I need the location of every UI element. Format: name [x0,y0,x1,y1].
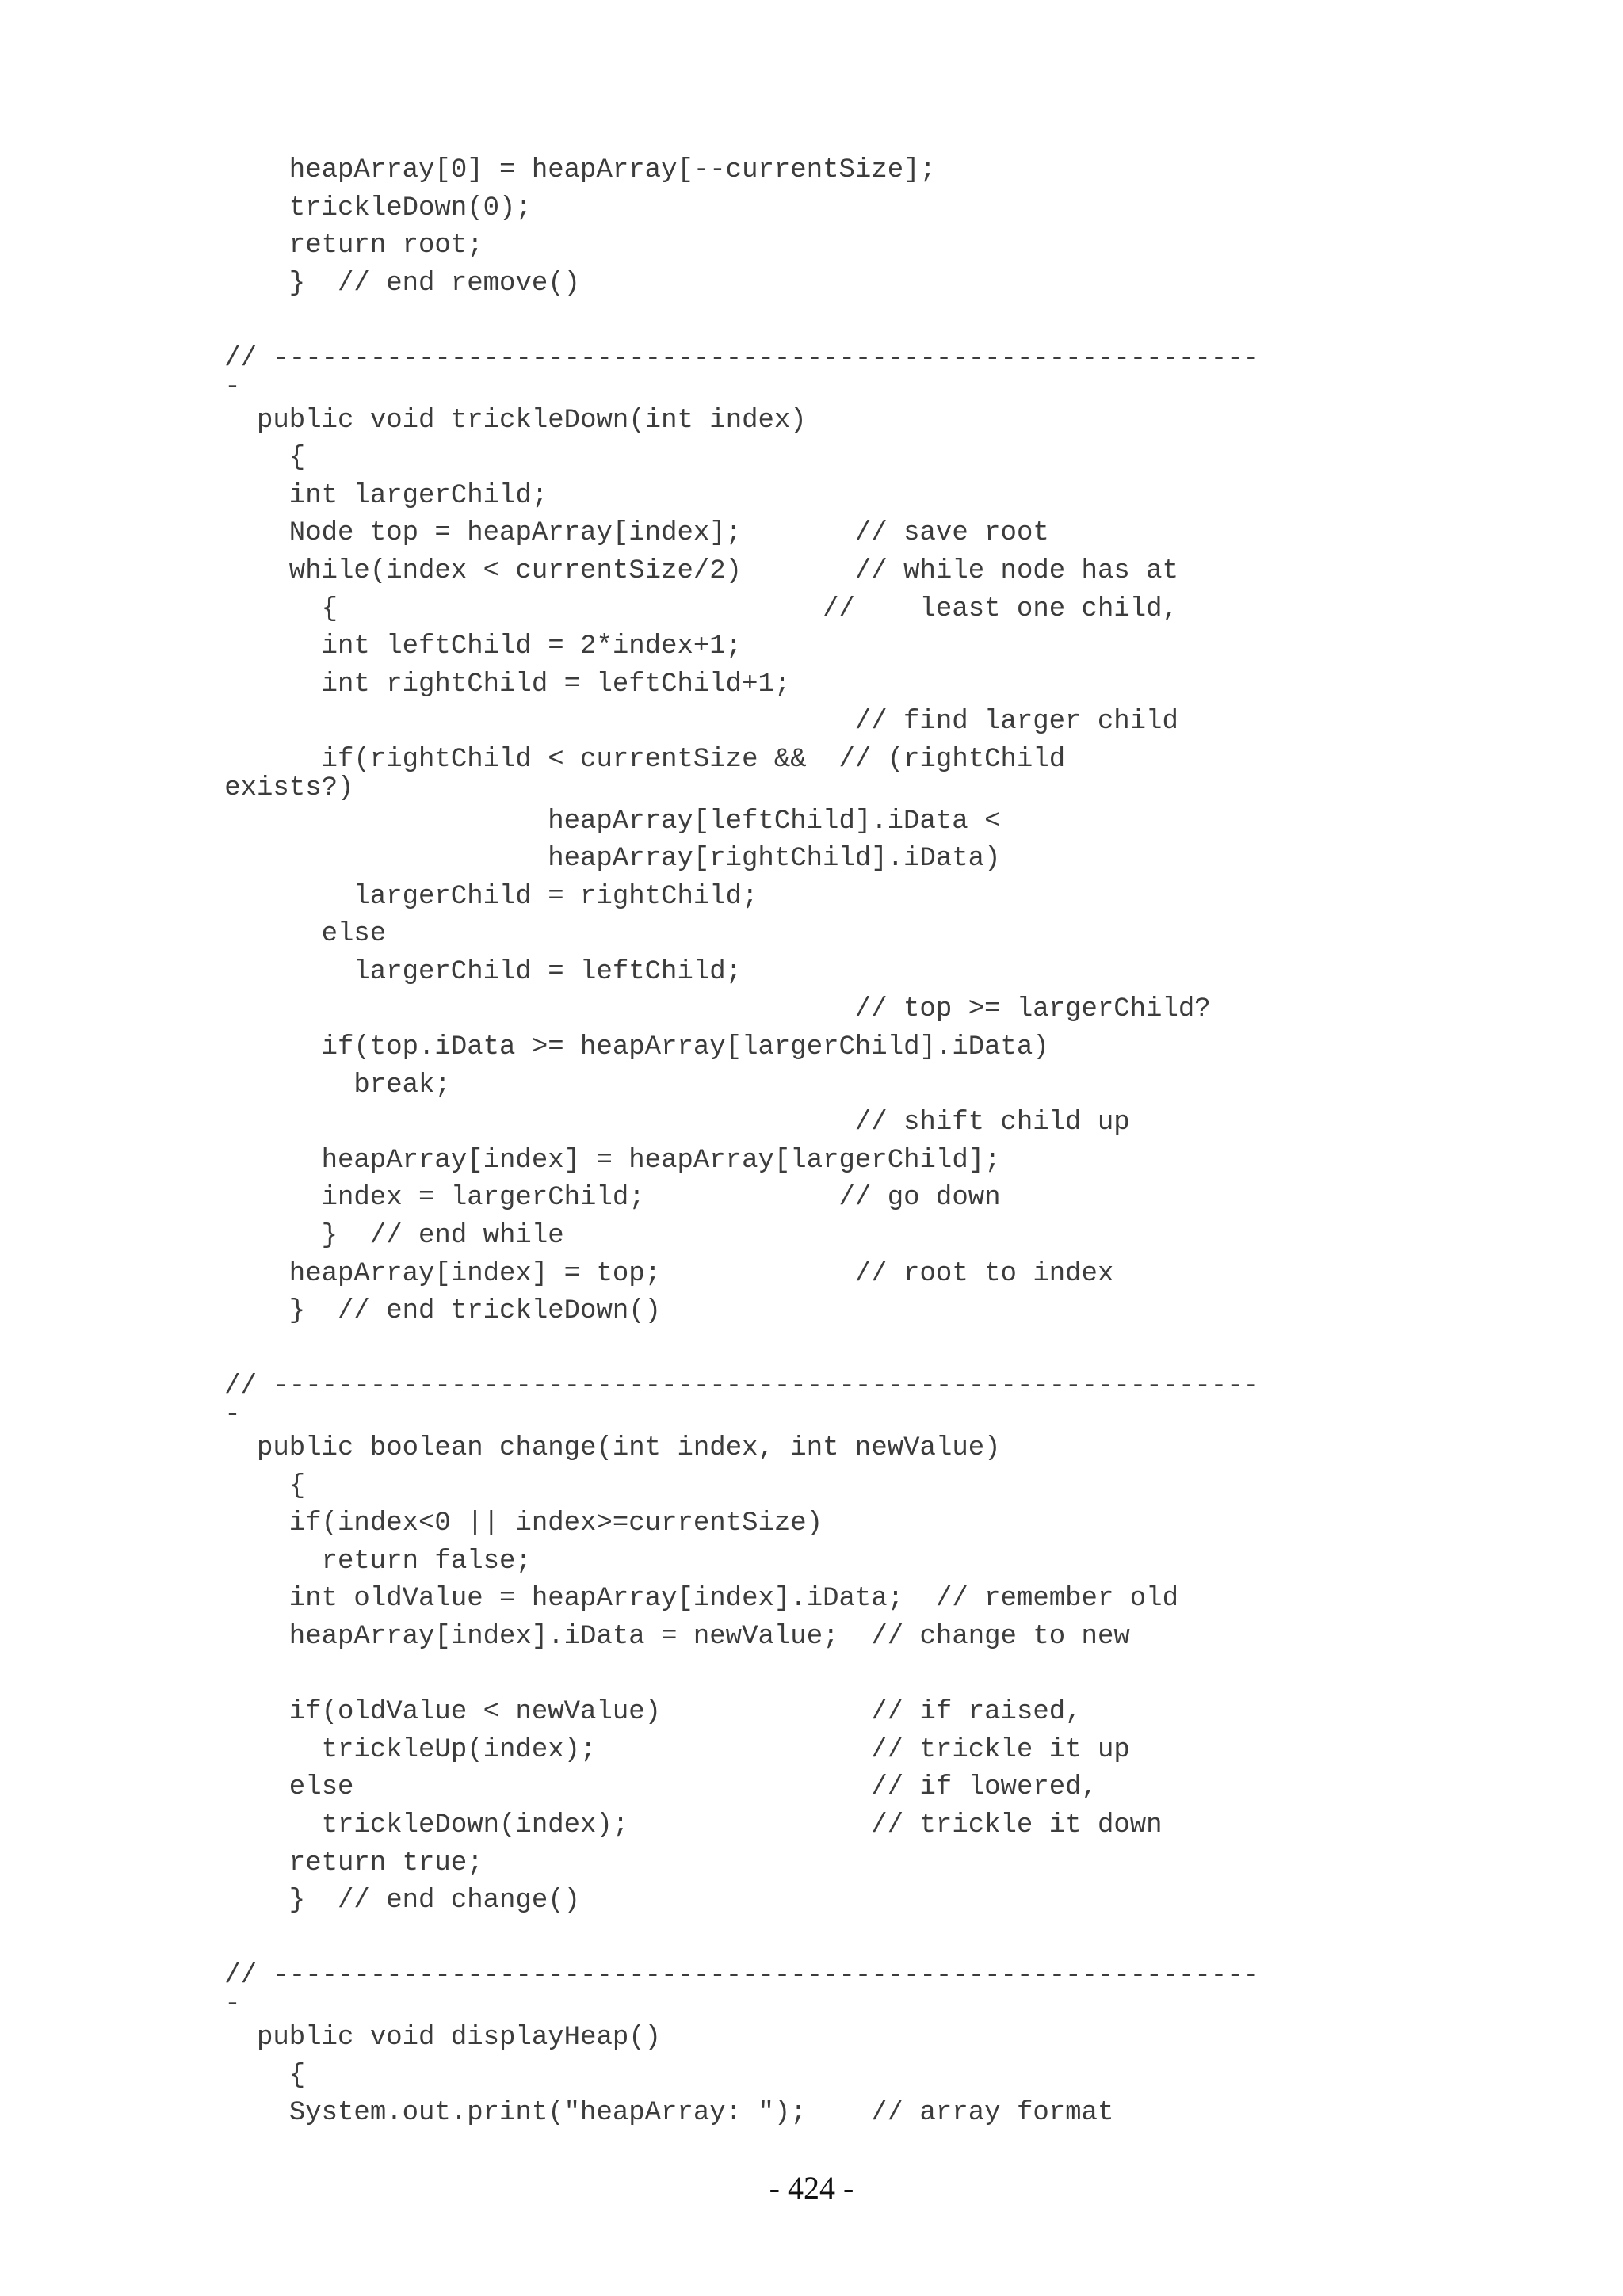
code-line: index = largerChild; // go down [321,1183,1001,1214]
code-line: public void displayHeap() [257,2022,662,2053]
code-blank-line [0,303,1259,341]
code-line: } // end while [321,1221,564,1252]
code-line: if(index<0 || index>=currentSize) [288,1508,823,1539]
code-line: trickleDown(0); [288,193,532,223]
code-line: // ------------------------------------------------------------- [224,1961,1259,1992]
code-line: // ------------------------------------------------------------- [224,1371,1259,1402]
code-line: } // end change() [288,1886,581,1917]
code-line: heapArray[rightChild].iData) [548,844,1001,875]
code-line: { [288,2060,306,2091]
code-line: // find larger child [854,707,1178,738]
code-line: - [224,1989,241,2019]
code-line: System.out.print("heapArray: "); // array format [288,2098,1114,2129]
code-line: int oldValue = heapArray[index].iData; // remember old [288,1584,1178,1615]
code-line: } // end trickleDown() [288,1296,662,1327]
code-line: // ------------------------------------------------------------- [224,343,1259,374]
code-line: else [321,919,387,950]
code-line: - [224,1400,241,1430]
code-line: public boolean change(int index, int newValue) [257,1433,1001,1463]
code-line: Node top = heapArray[index]; // save root [288,518,1049,549]
code-line: return true; [288,1848,483,1878]
code-line: else // if lowered, [288,1772,1098,1803]
code-line: { [288,443,306,474]
code-line: int rightChild = leftChild+1; [321,669,791,700]
code-line: heapArray[index] = heapArray[largerChild]; [321,1145,1001,1176]
code-line: heapArray[index] = top; // root to index [288,1258,1114,1289]
code-line: { // least one child, [321,593,1178,624]
page-number: - 424 - [769,2170,854,2206]
code-line: trickleUp(index); // trickle it up [321,1734,1130,1765]
code-line: break; [353,1070,451,1100]
code-line: public void trickleDown(int index) [257,405,807,436]
code-line: - [224,372,241,402]
code-line: heapArray[leftChild].iData < [548,806,1001,837]
code-line: // shift child up [854,1108,1130,1138]
code-line: heapArray[index].iData = newValue; // change to new [288,1621,1130,1652]
code-line: return false; [321,1546,532,1577]
code-blank-line [0,1920,1259,1958]
code-line: int largerChild; [288,480,548,511]
code-line: if(rightChild < currentSize && // (rightChild [321,744,1066,775]
code-line: largerChild = rightChild; [353,881,758,912]
code-blank-line [0,1331,1259,1369]
code-line: largerChild = leftChild; [353,956,743,987]
code-listing [0,152,1259,2133]
code-line: heapArray[0] = heapArray[--currentSize]; [288,155,936,185]
code-line: } // end remove() [288,268,581,299]
code-line: return root; [288,231,483,261]
code-line: while(index < currentSize/2) // while node has at [288,555,1178,586]
code-line: if(oldValue < newValue) // if raised, [288,1697,1082,1728]
code-blank-line [0,1657,1259,1695]
code-line: trickleDown(index); // trickle it down [321,1810,1163,1840]
code-line: if(top.iData >= heapArray[largerChild].iData) [321,1032,1049,1063]
code-line: int leftChild = 2*index+1; [321,631,743,662]
code-line: { [288,1470,306,1501]
code-line: // top >= largerChild? [854,994,1211,1025]
code-line: exists?) [224,772,354,803]
